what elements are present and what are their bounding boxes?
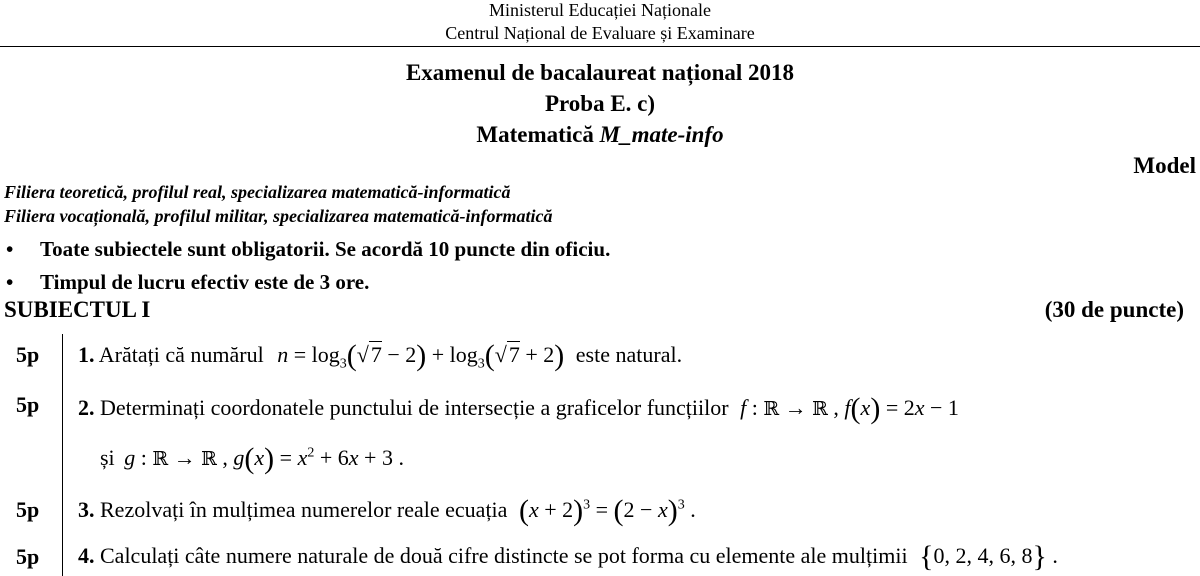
bullet-icon: • [6, 237, 14, 261]
column-divider [62, 532, 63, 576]
question-text-cont: și [100, 445, 115, 470]
question-number: 1. [78, 342, 95, 367]
ministry-name: Ministerul Educației Naționale [489, 0, 711, 20]
filiera-line-1: Filiera teoretică, profilul real, specializarea matematică-informatică [4, 182, 511, 202]
question-2 [78, 392, 959, 426]
question-number: 3. [78, 497, 95, 522]
model-label: Model [1133, 153, 1196, 178]
column-divider [62, 386, 63, 480]
question-number: 2. [78, 395, 95, 420]
filiera-line-2: Filiera vocațională, profilul militar, specializarea matematică-informatică [4, 206, 553, 226]
exam-title: Examenul de bacalaureat național 2018 [405, 60, 795, 85]
header-divider [0, 46, 1200, 47]
column-divider [62, 334, 63, 386]
question-4 [78, 540, 1058, 574]
question-tail: este natural. [575, 342, 683, 367]
formula-g: g : ℝ → ℝ , $g(x) = x^2 + 6x + 3$ . [124, 442, 404, 475]
bullet-icon: • [6, 270, 14, 294]
subject-name: Matematică [476, 122, 594, 147]
section-points: (30 de puncte) [1044, 297, 1184, 322]
question-2-line-2 [100, 442, 404, 476]
question-text: Calculați câte numere naturale de două cifre distincte se pot forma cu elemente ale mulțimii [100, 543, 908, 568]
instruction-text: Timpul de lucru efectiv este de 3 ore. [40, 270, 370, 294]
formula-f: f : ℝ → ℝ , f(x) = 2x − 1 [740, 392, 959, 425]
question-3 [78, 494, 696, 528]
instruction-text: Toate subiectele sunt obligatorii. Se acordă 10 puncte din oficiu. [40, 237, 611, 261]
subject-profile: M_mate-info [599, 122, 724, 147]
question-text: Rezolvați în mulțimea numerelor reale ecuația [100, 497, 508, 522]
question-points: 5p [16, 392, 40, 417]
formula-set: {0, 2, 4, 6, 8} . [919, 540, 1058, 573]
exam-subject [0, 122, 1200, 148]
question-points: 5p [16, 544, 40, 569]
question-text: Determinați coordonatele punctului de intersecție a graficelor funcțiilor [100, 395, 729, 420]
instruction-item [6, 270, 369, 295]
center-name: Centrul Național de Evaluare și Examinare [445, 23, 755, 43]
question-text: Arătați că numărul [98, 342, 264, 367]
section-title: SUBIECTUL I [4, 297, 151, 322]
question-points: 5p [16, 342, 40, 367]
column-divider [62, 480, 63, 532]
question-number: 4. [78, 543, 95, 568]
formula-equation: $(x + 2)^3 = (2 - x)^3$ . [518, 494, 696, 527]
instruction-item [6, 237, 610, 262]
question-points: 5p [16, 497, 40, 522]
formula-n: $n = \log_3(√7 - 2) + \log_3(√7 + 2)$ [277, 339, 565, 372]
exam-proba: Proba E. c) [544, 91, 656, 116]
question-1 [78, 339, 682, 373]
